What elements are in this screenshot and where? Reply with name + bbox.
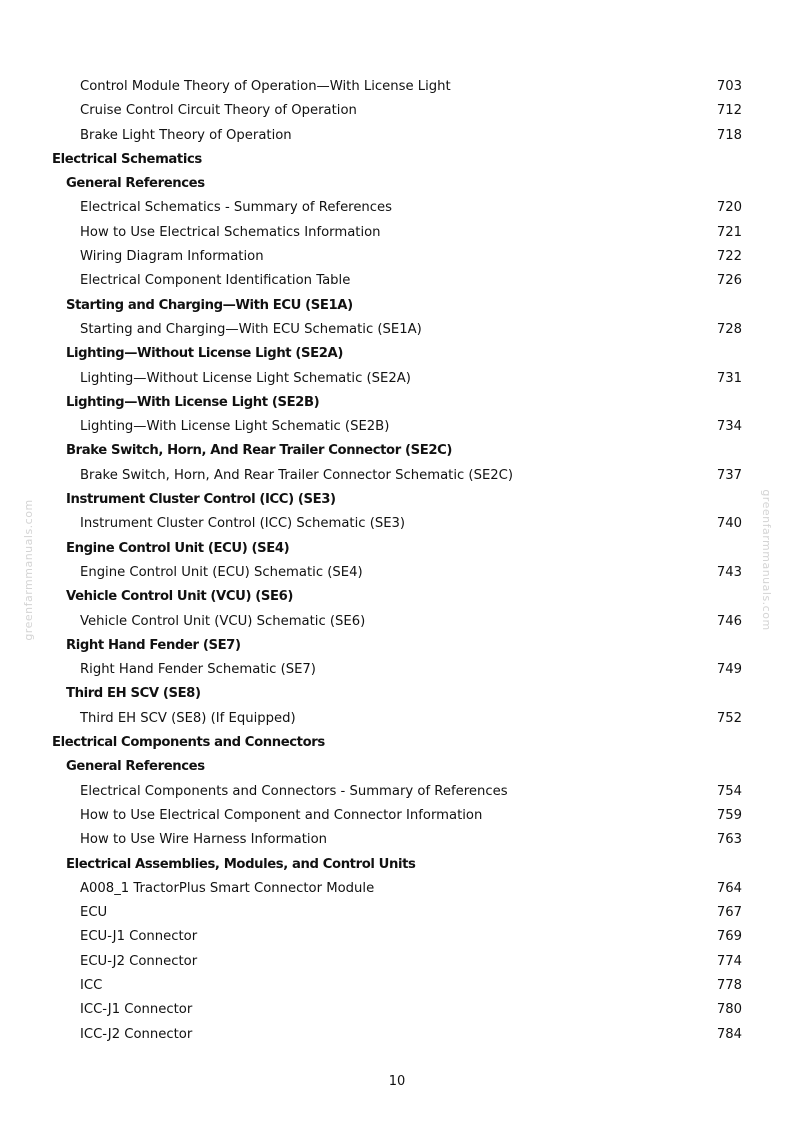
toc-entry[interactable] [0, 707, 794, 731]
toc-subsection-heading [0, 585, 794, 609]
toc-entry[interactable] [0, 610, 794, 634]
toc-entry-page-number: 784 [716, 1026, 742, 1042]
toc-entry-page-number: 778 [716, 977, 742, 993]
toc-entry[interactable] [0, 269, 794, 293]
toc-entry[interactable] [0, 561, 794, 585]
toc-entry-title: Wiring Diagram Information [80, 249, 264, 265]
toc-entry-title: Electrical Schematics [52, 151, 202, 167]
toc-entry-page-number: 728 [716, 321, 742, 337]
toc-entry[interactable] [0, 512, 794, 536]
toc-section-heading [0, 148, 794, 172]
toc-entry-page-number: 726 [716, 273, 742, 289]
toc-entry-title: General References [66, 759, 205, 775]
toc-entry-title: How to Use Wire Harness Information [80, 832, 328, 848]
toc-entry-title: Lighting—With License Light Schematic (SE2B) [80, 419, 390, 435]
toc-entry-title: ECU [80, 905, 108, 921]
toc-entry-title: ICC [80, 977, 103, 993]
toc-entry[interactable] [0, 318, 794, 342]
toc-entry-title: Cruise Control Circuit Theory of Operation [80, 103, 357, 119]
toc-entry-page-number: 746 [716, 613, 742, 629]
toc-entry-title: Lighting—Without License Light Schematic (SE2A) [80, 370, 411, 386]
toc-entry-title: Control Module Theory of Operation—With License Light [80, 79, 451, 94]
toc-entry-title: How to Use Electrical Component and Connector Information [80, 807, 483, 823]
toc-entry[interactable] [0, 828, 794, 852]
toc-subsection-heading [0, 391, 794, 415]
toc-entry-page-number: 721 [716, 224, 742, 240]
toc-entry-title: Right Hand Fender (SE7) [66, 637, 241, 653]
toc-subsection-heading [0, 294, 794, 318]
toc-entry-title: Right Hand Fender Schematic (SE7) [80, 662, 316, 678]
toc-entry-title: General References [66, 176, 205, 192]
toc-entry-title: Lighting—With License Light (SE2B) [66, 394, 320, 410]
toc-entry-page-number: 754 [716, 783, 742, 799]
toc-entry-page-number: 780 [716, 1002, 742, 1018]
toc-entry-page-number: 764 [716, 880, 742, 896]
toc-entry-title: Vehicle Control Unit (VCU) Schematic (SE6) [80, 613, 366, 629]
toc-entry-title: A008_1 TractorPlus Smart Connector Module [80, 880, 375, 896]
toc-entry[interactable] [0, 196, 794, 220]
watermark-left: greenfarmmanuals.com [22, 499, 35, 641]
toc-entry[interactable] [0, 974, 794, 998]
toc-subsection-heading [0, 439, 794, 463]
toc-entry-page-number: 718 [716, 127, 742, 143]
toc-entry-title: Electrical Components and Connectors [52, 735, 325, 751]
toc-entry-title: Brake Light Theory of Operation [80, 127, 292, 143]
toc-entry-title: Instrument Cluster Control (ICC) Schematic (SE3) [80, 516, 406, 532]
toc-entry-title: Electrical Components and Connectors - Summary of References [80, 783, 508, 799]
watermark-right: greenfarmmanuals.com [760, 489, 773, 631]
toc-entry-page-number: 731 [716, 370, 742, 386]
toc-subsection-heading [0, 634, 794, 658]
toc-entry-title: Starting and Charging—With ECU (SE1A) [66, 297, 353, 313]
toc-entry-title: Electrical Assemblies, Modules, and Control Units [66, 856, 416, 872]
toc-subsection-heading [0, 342, 794, 366]
toc-entry[interactable] [0, 925, 794, 949]
toc-subsection-heading [0, 853, 794, 877]
toc-entry-title: Instrument Cluster Control (ICC) (SE3) [66, 492, 336, 508]
toc-subsection-heading [0, 488, 794, 512]
toc-entry-page-number: 769 [716, 929, 742, 945]
toc-entry[interactable] [0, 124, 794, 148]
toc-entry-page-number: 759 [716, 807, 742, 823]
toc-entry-title: ICC-J1 Connector [80, 1002, 193, 1018]
toc-entry-page-number: 703 [716, 79, 742, 94]
toc-entry-title: Third EH SCV (SE8) [66, 686, 201, 702]
toc-entry-title: ECU-J2 Connector [80, 953, 198, 969]
toc-entry[interactable] [0, 75, 794, 99]
toc-entry-title: Third EH SCV (SE8) (If Equipped) [80, 710, 296, 726]
toc-entry-page-number: 740 [716, 516, 742, 532]
toc-subsection-heading [0, 537, 794, 561]
toc-entry[interactable] [0, 1023, 794, 1047]
toc-entry-title: Electrical Component Identification Table [80, 273, 351, 289]
page-number: 10 [388, 1074, 406, 1089]
toc-entry-title: Vehicle Control Unit (VCU) (SE6) [66, 589, 294, 605]
toc-entry-title: Starting and Charging—With ECU Schematic (SE1A) [80, 321, 422, 337]
toc-entry-page-number: 743 [716, 564, 742, 580]
toc-subsection-heading [0, 755, 794, 779]
toc-entry-page-number: 749 [716, 662, 742, 678]
toc-entry-page-number: 767 [716, 905, 742, 921]
toc-entry-page-number: 712 [716, 103, 742, 119]
toc-entry-title: Electrical Schematics - Summary of References [80, 200, 393, 216]
toc-entry-page-number: 763 [716, 832, 742, 848]
toc-entry-title: Engine Control Unit (ECU) (SE4) [66, 540, 290, 556]
toc-entry[interactable] [0, 658, 794, 682]
toc-entry-title: ECU-J1 Connector [80, 929, 198, 945]
toc-entry[interactable] [0, 780, 794, 804]
toc-subsection-heading [0, 682, 794, 706]
toc-entry-title: How to Use Electrical Schematics Information [80, 224, 381, 240]
toc-entry-page-number: 734 [716, 419, 742, 435]
toc-entry[interactable] [0, 901, 794, 925]
toc-entry[interactable] [0, 221, 794, 245]
toc-entry-title: Lighting—Without License Light (SE2A) [66, 346, 343, 362]
toc-entry-page-number: 737 [716, 467, 742, 483]
toc-entry-page-number: 774 [716, 953, 742, 969]
toc-entry[interactable] [0, 804, 794, 828]
toc-entry[interactable] [0, 877, 794, 901]
toc-entry[interactable] [0, 245, 794, 269]
toc-entry-title: Engine Control Unit (ECU) Schematic (SE4) [80, 564, 363, 580]
toc-entry-page-number: 720 [716, 200, 742, 216]
toc-entry-page-number: 752 [716, 710, 742, 726]
toc-entry[interactable] [0, 415, 794, 439]
toc-entry[interactable] [0, 998, 794, 1022]
toc-entry[interactable] [0, 950, 794, 974]
toc-entry-title: ICC-J2 Connector [80, 1026, 193, 1042]
toc-entry-page-number: 722 [716, 249, 742, 265]
toc-entry-title: Brake Switch, Horn, And Rear Trailer Connector Schematic (SE2C) [80, 467, 514, 483]
table-of-contents [0, 75, 794, 1047]
toc-entry[interactable] [0, 367, 794, 391]
toc-entry-title: Brake Switch, Horn, And Rear Trailer Connector (SE2C) [66, 443, 453, 459]
toc-entry[interactable] [0, 99, 794, 123]
toc-subsection-heading [0, 172, 794, 196]
toc-entry[interactable] [0, 464, 794, 488]
toc-section-heading [0, 731, 794, 755]
